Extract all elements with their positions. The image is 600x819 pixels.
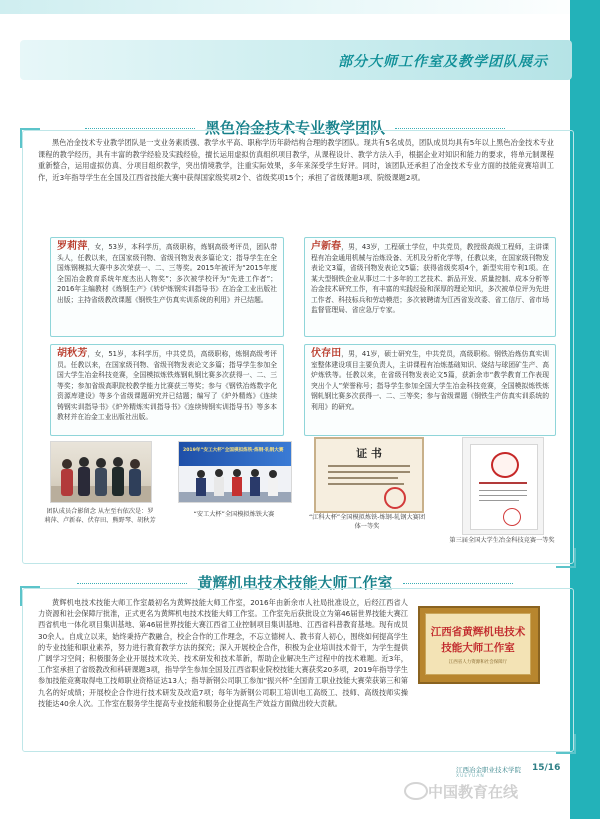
- team-people-illustration: [51, 442, 151, 502]
- certificate-photo-2: [462, 437, 544, 535]
- plaque-face: [425, 613, 531, 675]
- member-card: [50, 237, 284, 337]
- competition-photo: [178, 441, 292, 503]
- watermark-logo-icon: [404, 782, 428, 800]
- member-card: [50, 344, 284, 436]
- member-name: 伏存田: [311, 348, 342, 359]
- certificate-photo: [314, 437, 424, 513]
- corner-decor: [20, 586, 40, 606]
- corner-decor: [556, 734, 576, 754]
- footer-school: 江西冶金职业技术学院: [456, 766, 521, 774]
- photo-caption: “江科大杯”全国模拟炼铁-炼钢-轧钢大赛团体一等奖: [308, 514, 426, 530]
- cert-text-line: [328, 471, 410, 473]
- section1-title: 黑色冶金技术专业教学团队: [204, 119, 385, 137]
- corner-decor: [20, 128, 40, 148]
- event-banner-text: 2019年“安工大杯”全国模拟炼铁·炼钢·轧钢大赛: [183, 448, 284, 453]
- red-emblem-icon: [491, 452, 519, 478]
- red-seal-icon: [384, 487, 406, 509]
- banner-title: 部分大师工作室及教学团队展示: [338, 54, 548, 70]
- cert-text-line: [479, 482, 527, 484]
- member-name: 胡秋芳: [57, 348, 88, 359]
- section2-body: 黄辉机电技术技能大师工作室最初名为黄辉技能大师工作室，2016年由新余市人社局批准设立，后经江西省人力资源和社会保障厅批准，正式更名为黄辉机电技术技能大师工作室。工作室先后获批设立为第46届世界技能大赛江西省机电一体化项目集训基地、第46届世界技能大赛江西省工业控制项目集训基地、江西省科普教育基地。现有成员30余人。自成立以来，始终秉持产教融合，校企合作的工作理念，不忘立德树人、教书育人初心，围绕如何提高学生的专业技能和职业素养，努力进行教育教学方法的探究；深入开展校企合作，积极为企业培训技术骨干，为学生提供广阔学习空间；积极服务企业开展技术攻关、技术研发和技术革新，帮助企业解决生产过程中的技术难题。近3年，工作室承担了省级教改和科研课题3项，指导学生参加全国及江西省职业院校技能大赛获奖20多项，2019年指导学生参加技能竞赛取得电工技师职业资格证达13人；指导新钢公司职工参加“振兴杯”全国青工职业技能大赛荣获第三和第九名的好成绩；开展校企合作进行技术研发及改造7项；每年为新钢公司职工培训电工高级工、技师、高级技师实操技能达40余人次。工作室在服务学生提高专业技能和服务企业提高生产效益方面做出较大贡献。: [38, 598, 408, 708]
- top-decor-band: [0, 0, 600, 14]
- member-name: 罗莉萍: [57, 241, 88, 252]
- section1-intro: 黑色冶金技术专业教学团队是一支业务素质强、教学水平高、职称学历年龄结构合理的教学团队。现共有5名成员，团队成员均具有5年以上黑色冶金技术专业课程的教学经历，具有丰富的教学经验及实践经验，擅长运用虚拟仿真组织项目教学，从课程设计、教学方法入手，根据企业对知识和能力的要求，将单元制课程重新整合，运用虚拟仿真、分项目组织教学，突出情境教学，注重实际效果，多年来深受学生好评。同时，该团队还承担了冶金技术专业方面的技能竞赛培训工作，近3年指导学生在全国及江西省技能大赛中获得国家级奖项2个、省级奖项15个；承担了省级课题3项、院级课题2项。: [38, 138, 554, 182]
- member-bio-block: [311, 349, 549, 412]
- header-banner: [20, 40, 572, 80]
- cert-text-line: [328, 477, 398, 479]
- member-card: [304, 344, 556, 436]
- certificate-title: 证 书: [356, 447, 382, 460]
- member-bio: ，男，43岁，工程硕士学位，中共党员，教授级高级工程师，主讲课程有冶金通用机械与治炼设备、无机及分析化学等，任教以来，在国家级刊物发表论文3篇，省级刊物发表论文5篇；获得省级奖项4个，新型实用专利1项。在某大型钢铁企业从事过二十多年的工艺技术、新品开发、质量控制、成本分析等冶金技术研究工作，有丰富的实践经验和深厚的理论知识，多次被单位评为先进工作者、科技标兵和劳动模范；多次被聘请为江西省发改委、省工信厅、省市场监督管理局、省应急厅专家。: [311, 243, 550, 314]
- member-bio: ，女，53岁，本科学历，高级职称，炼钢高级考评员，团队带头人，任教以来，在国家级刊物、省级刊物发表多篇论文；指导学生在全国炼钢模拟大赛中多次荣获一、二、三等奖。2015年被评为“2015年度全国冶金教育系统年度杰出人物奖”；多次被学校评为“先进工作者”；2016年主编教材《炼钢生产》《转炉炼钢实训指导书》在冶金工业出版社出版；主持省级教改课题《钢铁生产仿真实训系统的利用》并已结题。: [57, 243, 277, 304]
- footer-sub: XUEYUAN: [456, 774, 485, 779]
- cert-text-line: [479, 500, 519, 501]
- title-divider-right: [395, 128, 505, 129]
- cert-text-line: [479, 495, 527, 496]
- plaque-line2: 技能大师工作室: [441, 642, 515, 654]
- team-photo: [50, 441, 152, 503]
- title-divider-right: [403, 583, 513, 584]
- member-bio-block: [57, 349, 277, 423]
- plaque-org: 江西省人力资源和社会保障厅: [448, 660, 508, 665]
- member-bio: ，男，41岁，硕士研究生，中共党员，高级职称。钢铁冶炼仿真实训室整体建设项目主要负责人，主讲课程有冶炼基础知识、烧结与球团矿生产、高炉炼铁等。任教以来，在省级刊物发表论文5篇，获新余市“教学教育工作表现突出个人”荣誉称号；指导学生参加全国大学生冶金科技竞赛，全国模拟炼铁炼钢轧钢比赛多次获得一、二、三等奖；参与省级课题《钢铁生产仿真实训系统的利用》的研究。: [311, 350, 550, 411]
- cert-text-line: [479, 490, 527, 491]
- title-divider-left: [85, 128, 195, 129]
- studio-plaque: [418, 606, 540, 684]
- plaque-line1: 江西省黄辉机电技术: [430, 626, 526, 638]
- award-people-illustration: [179, 442, 291, 502]
- title-divider-left: [77, 583, 187, 584]
- photo-caption: 第三届全国大学生冶金科技竞赛一等奖: [449, 537, 555, 544]
- section2-title: 黄辉机电技术技能大师工作室: [197, 574, 393, 592]
- red-seal-icon: [503, 508, 521, 526]
- photo-caption: 团队成员合影留念 从左至右依次是：罗莉萍、卢新春、伏存田、熊野琴、胡秋芳: [44, 508, 156, 524]
- watermark: 中国教育在线: [428, 783, 519, 801]
- page-number: 15/16: [532, 763, 561, 773]
- member-bio-block: [57, 242, 277, 305]
- member-bio: ，女，51岁，本科学历，中共党员，高级职称，炼钢高级考评员。任教以来，在国家级刊物、省级刊物发表论文多篇；指导学生参加全国大学生冶金科技竞赛，全国模拟炼铁炼钢轧钢比赛多次获得一、二、三等奖；参加省级高职院校教学能力比赛获三等奖；参与《钢铁冶炼数字化资源库建设》等多个省级课题研究并已结题；编写了《炉外精炼》《连续铸钢实训指导书》《炉外精炼实训指导书》《连续铸钢实训指导书》等多本教材并在冶金工业出版社出版。: [57, 350, 277, 421]
- cert-text-line: [328, 465, 410, 467]
- member-name: 卢新春: [311, 241, 342, 252]
- corner-decor: [556, 548, 576, 568]
- photo-caption: “安工大杯”全国模拟炼铁大赛: [193, 511, 275, 518]
- cert-text-line: [328, 483, 404, 485]
- member-bio-block: [311, 242, 549, 316]
- member-card: [304, 237, 556, 337]
